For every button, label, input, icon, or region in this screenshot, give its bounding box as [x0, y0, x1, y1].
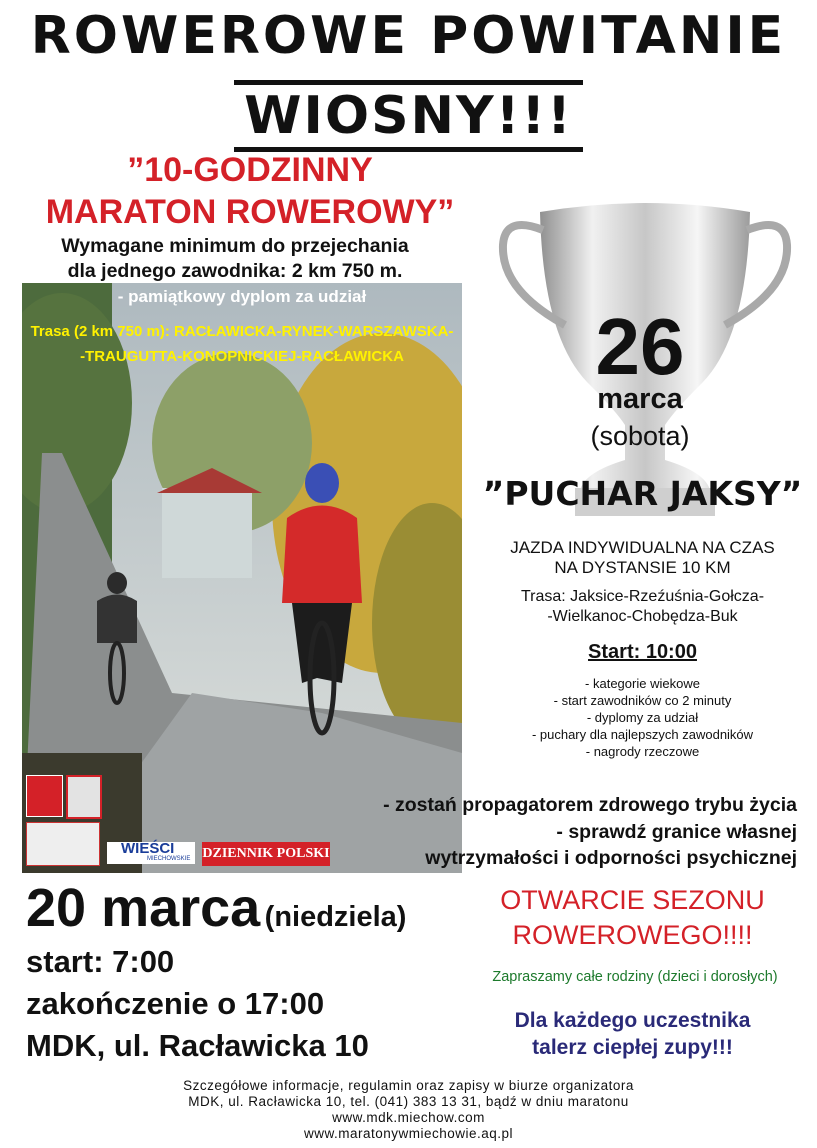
cup-name: ”PUCHAR JAKSY” [482, 474, 803, 513]
cup-type-line1: JAZDA INDYWIDUALNA NA CZAS [510, 538, 775, 557]
cup-route-line2: -Wielkanoc-Chobędza-Buk [547, 608, 738, 625]
footer-link-maratony[interactable]: www.maratonywmiechowie.aq.pl [303, 1126, 514, 1141]
marathon-end-time: zakończenie o 17:00 [26, 986, 325, 1021]
poster-title-line2 [0, 80, 817, 152]
coat-of-arms-logo-2 [66, 775, 102, 819]
cup-day-number: 26 [595, 302, 685, 391]
marathon-name-line2: MARATON ROWEROWY” [45, 193, 455, 231]
cup-weekday: (sobota) [590, 421, 690, 451]
marathon-route-line2: -TRAUGUTTA-KONOPNICKIEJ-RACŁAWICKA [80, 348, 404, 365]
season-line2: ROWEROWEGO!!!! [512, 920, 753, 950]
cup-bullet-4: - puchary dla najlepszych zawodników [531, 727, 754, 742]
marathon-date [26, 876, 406, 940]
coat-of-arms-logo-1 [26, 775, 63, 817]
slogan-line3: wytrzymałości i odporności psychicznej [425, 847, 797, 869]
footer-link-mdk[interactable]: www.mdk.miechow.com [332, 1110, 485, 1125]
minimum-line1: Wymagane minimum do przejechania [61, 235, 409, 257]
diploma-note: - pamiątkowy dyplom za udział [117, 287, 367, 306]
poster-title-line2-text: WIOSNY!!! [234, 80, 583, 152]
slogan-line1: - zostań propagatorem zdrowego trybu życia [383, 794, 797, 816]
soup-line2: talerz ciepłej zupy!!! [532, 1036, 733, 1059]
marathon-name-line1: ”10-GODZINNY [127, 151, 373, 189]
cup-bullet-2: - start zawodników co 2 minuty [553, 693, 732, 708]
slogan-line2: - sprawdź granice własnej [556, 821, 797, 843]
poster-title-line1: ROWEROWE POWITANIE [30, 6, 787, 66]
cup-bullet-5: - nagrody rzeczowe [585, 744, 700, 759]
footer [0, 1078, 817, 1142]
cup-bullet-3: - dyplomy za udział [586, 710, 699, 725]
marathon-route-line1: Trasa (2 km 750 m): RACŁAWICKA-RYNEK-WARSZAWSKA- [30, 323, 454, 340]
wiesci-logo [107, 842, 195, 864]
cup-bullet-1: - kategorie wiekowe [585, 676, 700, 691]
family-invite: Zapraszamy całe rodziny (dzieci i dorosłych) [492, 969, 778, 985]
cup-type-line2: NA DYSTANSIE 10 KM [554, 558, 731, 577]
wiesci-logo-subtitle: MIECHOWSKIE [147, 856, 191, 862]
marathon-date-text: 20 marca [26, 878, 261, 938]
cup-start-time [470, 639, 815, 665]
wiesci-logo-text: WIEŚCI [121, 840, 175, 857]
cup-month: marca [597, 383, 683, 415]
minimum-line2: dla jednego zawodnika: 2 km 750 m. [67, 260, 403, 282]
cup-route-line1: Trasa: Jaksice-Rzeźuśnia-Gołcza- [520, 588, 765, 605]
soup-line1: Dla każdego uczestnika [514, 1009, 751, 1032]
footer-line1: Szczegółowe informacje, regulamin oraz zapisy w biurze organizatora [183, 1078, 634, 1093]
season-line1: OTWARCIE SEZONU [500, 885, 765, 915]
footer-line2: MDK, ul. Racławicka 10, tel. (041) 383 13 31, bądź w dniu maratonu [188, 1094, 629, 1109]
dziennik-polski-logo: DZIENNIK POLSKI [202, 842, 330, 866]
coat-of-arms-logo-3 [26, 822, 100, 866]
marathon-place: MDK, ul. Racławicka 10 [26, 1028, 369, 1063]
marathon-start-time: start: 7:00 [26, 944, 175, 979]
marathon-day-text: (niedziela) [264, 901, 407, 933]
cup-start-time-text: Start: 10:00 [588, 641, 697, 663]
